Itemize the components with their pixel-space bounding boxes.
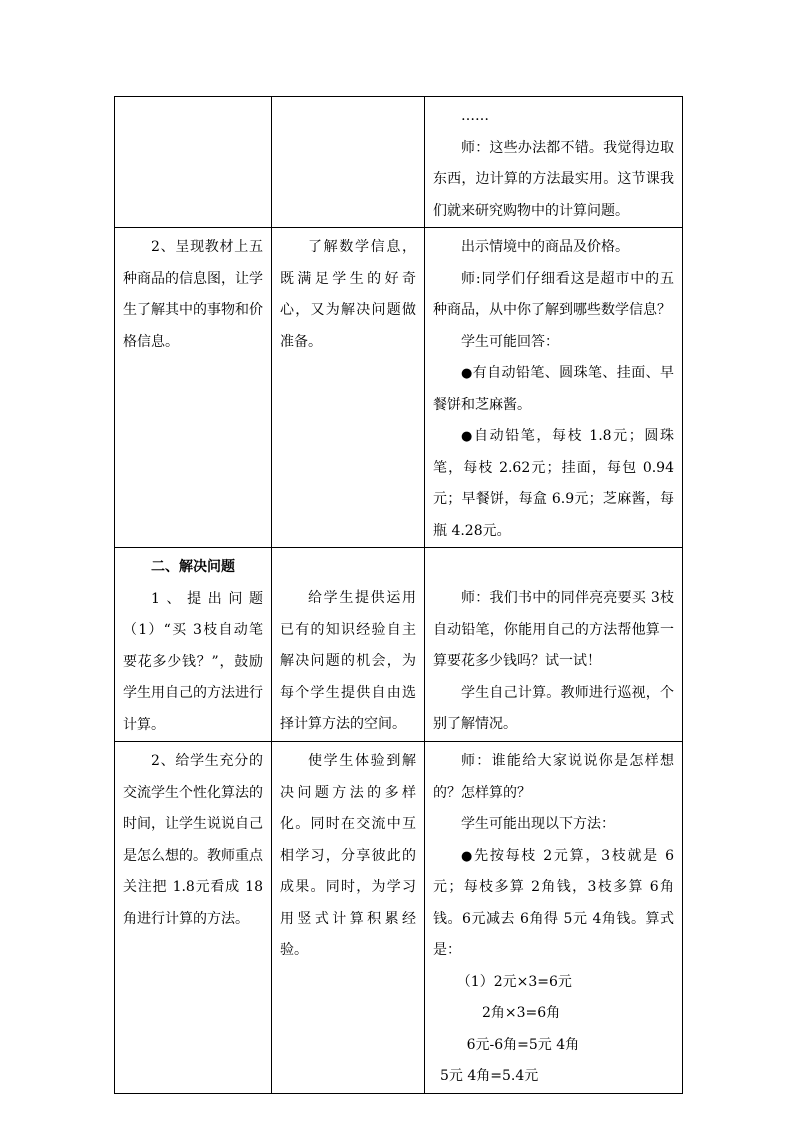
bullet-icon: ● <box>461 429 474 444</box>
paragraph: 使学生体验到解决问题方法的多样化。同时在交流中互相学习，分享彼此的成果。同时，为学习用竖式计算积累经验。 <box>280 753 416 958</box>
table-row <box>115 742 683 1094</box>
intent-cell <box>272 548 425 742</box>
paragraph: 师：这些办法都不错。我觉得边取东西，边计算的方法最实用。这节课我们就来研究购物中的计算问题。 <box>433 139 674 219</box>
bullet-paragraph <box>433 358 674 421</box>
ellipsis-text: …… <box>461 108 489 124</box>
design-cell <box>115 742 272 1094</box>
paragraph: 师:同学们仔细看这是超市中的五种商品，从中你了解到哪些数学信息？ <box>433 270 674 318</box>
paragraph: 师：谁能给大家说说你是怎样想的？怎样算的？ <box>433 753 674 801</box>
process-cell <box>425 742 683 1094</box>
bullet-icon: ● <box>461 366 473 381</box>
lesson-plan-table <box>114 96 683 1094</box>
paragraph: 师：我们书中的同伴亮亮要买 3枝自动铅笔，你能用自己的方法帮他算一算要花多少钱吗？试一试！ <box>433 590 674 669</box>
bullet-paragraph <box>433 421 674 547</box>
bullet-icon: ● <box>461 848 475 864</box>
formula-line: 5元 4角=5.4元 <box>440 1068 539 1084</box>
formula-line: 6元-6角=5元 4角 <box>466 1036 580 1053</box>
table-row <box>115 548 683 742</box>
paragraph: 学生自己计算。教师进行巡视，个别了解情况。 <box>433 684 674 732</box>
bullet-paragraph <box>433 841 674 967</box>
process-cell <box>425 548 683 742</box>
intent-cell <box>272 742 425 1094</box>
section-title: 二、解决问题 <box>151 559 235 575</box>
intent-cell <box>272 97 425 228</box>
paragraph: 1、提出问题（1）“买 3枝自动笔要花多少钱？”，鼓励学生用自己的方法进行计算。 <box>123 590 263 733</box>
paragraph: 学生可能回答： <box>461 333 559 350</box>
paragraph: 2、给学生充分的交流学生个性化算法的时间，让学生说说自己是怎么想的。教师重点关注把 1.8元看成 18角进行计算的方法。 <box>123 753 263 927</box>
formula-line: 2角×3=6角 <box>482 1005 561 1021</box>
paragraph: 2、呈现教材上五种商品的信息图，让学生了解其中的事物和价格信息。 <box>123 239 263 350</box>
table-row <box>115 228 683 548</box>
table-row <box>115 97 683 228</box>
intent-cell <box>272 228 425 548</box>
design-cell <box>115 97 272 228</box>
paragraph: 学生可能出现以下方法： <box>461 816 615 832</box>
bullet-text: 先按每枝 2元算，3枝就是 6元；每枝多算 2角钱，3枝多算 6角钱。6元减去 6角得 5元 4角钱。算式是： <box>433 847 675 958</box>
paragraph: 给学生提供运用已有的知识经验自主解决问题的机会，为每个学生提供自由选择计算方法的空间。 <box>280 590 416 732</box>
paragraph: 了解数学信息，既满足学生的好奇心，又为解决问题做准备。 <box>280 239 416 350</box>
process-cell <box>425 228 683 548</box>
bullet-text: 自动铅笔，每枝 1.8元；圆珠笔，每枝 2.62元；挂面，每包 0.94元；早餐饼，每盒 6.9元；芝麻酱，每瓶 4.28元。 <box>433 428 675 539</box>
bullet-text: 有自动铅笔、圆珠笔、挂面、早餐饼和芝麻酱。 <box>433 365 675 413</box>
design-cell <box>115 548 272 742</box>
process-cell <box>425 97 683 228</box>
design-cell <box>115 228 272 548</box>
formula-line: （1）2元×3=6元 <box>456 973 572 990</box>
paragraph: 出示情境中的商品及价格。 <box>461 239 629 255</box>
